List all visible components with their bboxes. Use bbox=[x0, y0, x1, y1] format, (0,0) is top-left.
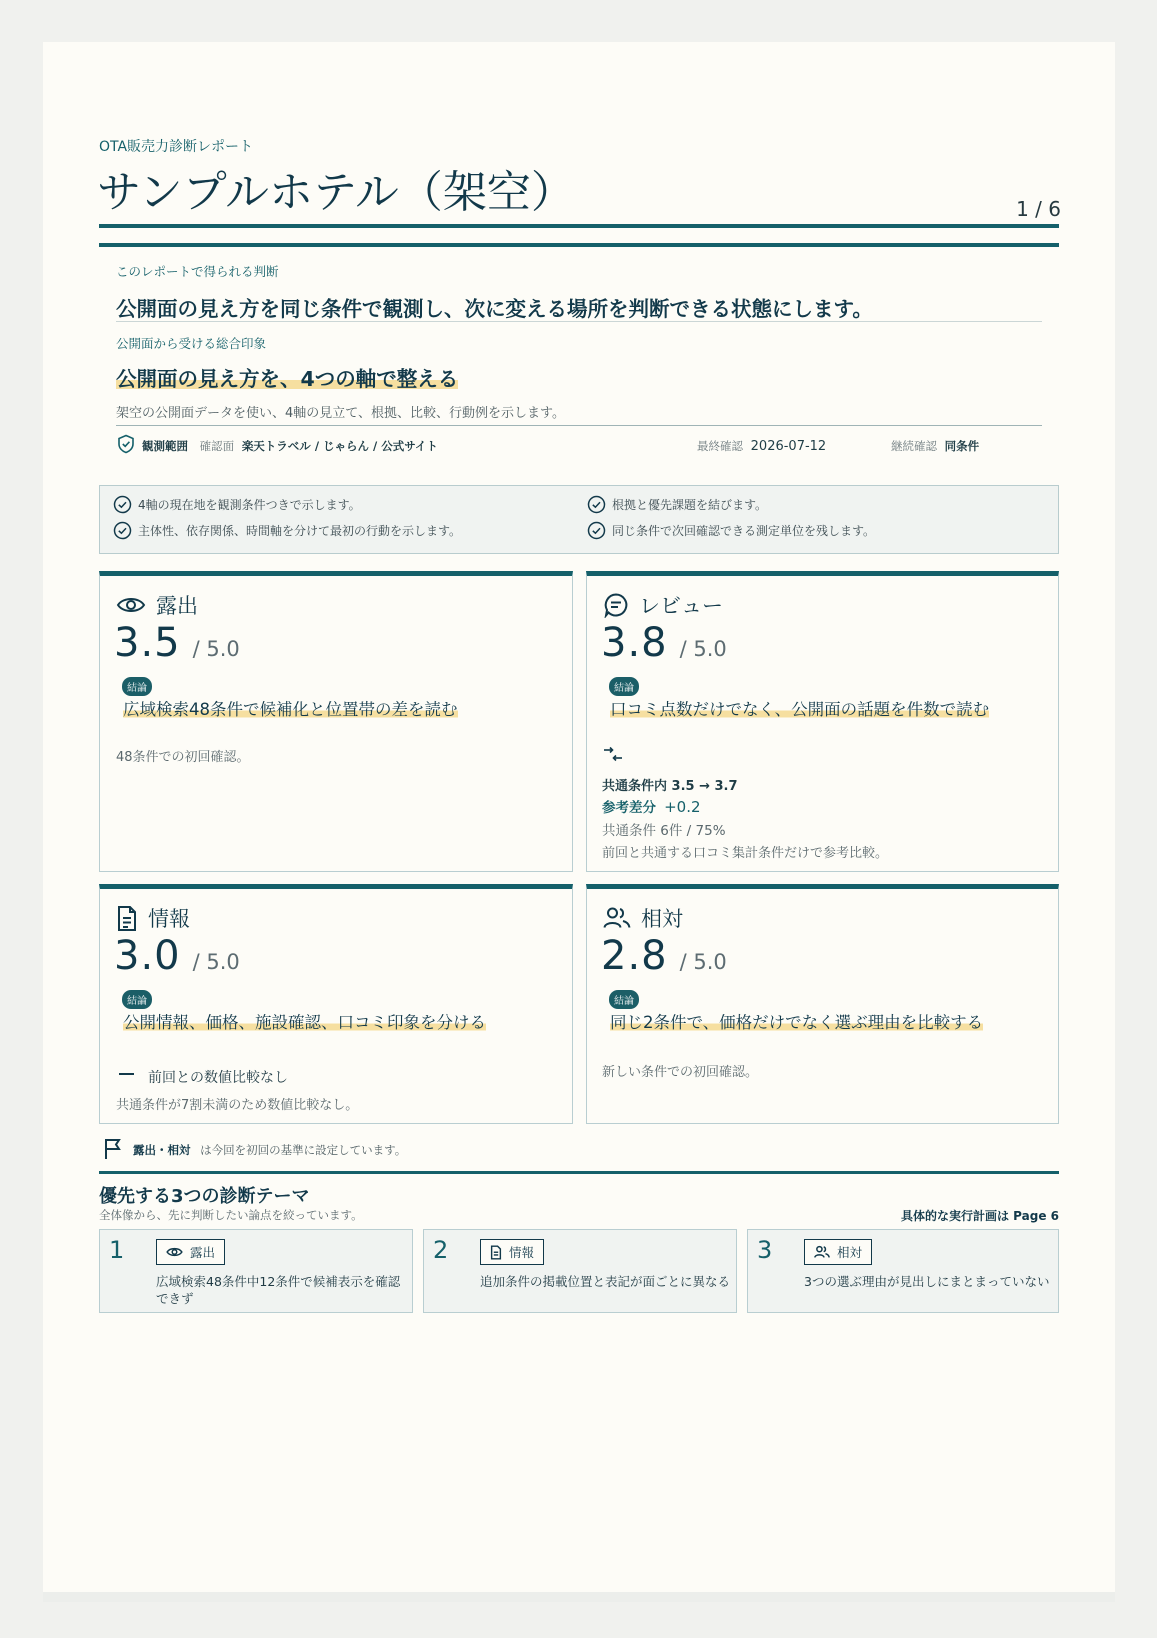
divider bbox=[116, 321, 1042, 322]
header-rule bbox=[99, 224, 1059, 228]
eye-icon bbox=[116, 595, 146, 615]
card-review-common: 共通条件 6件 / 75% bbox=[602, 823, 726, 839]
card-info-score: 3.0 / 5.0 bbox=[114, 933, 240, 979]
priority-number: 2 bbox=[433, 1236, 449, 1264]
last-checked-date: 2026-07-12 bbox=[750, 439, 827, 454]
priorities-rule bbox=[99, 1171, 1059, 1174]
card-relative-note: 新しい条件での初回確認。 bbox=[602, 1065, 759, 1080]
priority-number: 3 bbox=[757, 1236, 773, 1264]
priority-text: 3つの選ぶ理由が見出しにまとまっていない bbox=[804, 1274, 1050, 1289]
checklist-item: 同じ条件で次回確認できる測定単位を残します。 bbox=[587, 521, 875, 540]
conclusion-badge: 結論 bbox=[609, 677, 639, 696]
document-icon bbox=[490, 1245, 502, 1260]
document-icon bbox=[116, 905, 138, 932]
scope-label: 観測範囲 bbox=[142, 439, 188, 453]
page-number: 1 / 6 bbox=[1016, 197, 1061, 221]
card-info-conclusion: 公開情報、価格、施設確認、口コミ印象を分ける bbox=[123, 1009, 486, 1033]
meta-continued: 継続確認 同条件 bbox=[891, 439, 980, 453]
page-title: サンプルホテル（架空） bbox=[97, 167, 575, 218]
shield-check-icon bbox=[117, 434, 135, 454]
summary-top-rule bbox=[99, 243, 1059, 247]
priority-text: 追加条件の掲載位置と表記が面ごとに異なる bbox=[480, 1274, 731, 1289]
card-relative-score: 2.8 / 5.0 bbox=[601, 933, 727, 979]
plan-page-link[interactable]: 具体的な実行計画は Page 6 bbox=[900, 1209, 1059, 1223]
card-exposure-score: 3.5 / 5.0 bbox=[114, 620, 240, 666]
check-circle-icon bbox=[587, 495, 606, 514]
chat-bubble-icon bbox=[603, 592, 629, 618]
priority-text: 広域検索48条件中12条件で候補表示を確認できず bbox=[156, 1274, 401, 1306]
compare-arrows-icon bbox=[602, 744, 624, 766]
card-info-no-compare: 前回との数値比較なし bbox=[148, 1070, 288, 1086]
card-info-note: 共通条件が7割未満のため数値比較なし。 bbox=[116, 1098, 359, 1113]
meta-last-checked: 最終確認 2026-07-12 bbox=[697, 439, 827, 454]
checklist-item: 主体性、依存関係、時間軸を分けて最初の行動を示します。 bbox=[113, 521, 461, 540]
page-shadow bbox=[43, 1592, 1115, 1602]
priority-tag: 情報 bbox=[480, 1239, 544, 1265]
divider bbox=[116, 425, 1042, 426]
check-circle-icon bbox=[113, 521, 132, 540]
flag-icon bbox=[104, 1138, 122, 1160]
priorities-subtitle: 全体像から、先に判断したい論点を絞っています。 bbox=[99, 1208, 363, 1222]
priority-card bbox=[423, 1229, 737, 1313]
priority-tag: 露出 bbox=[156, 1239, 225, 1265]
card-relative-title: 相対 bbox=[603, 903, 683, 933]
card-review-title: レビュー bbox=[603, 590, 723, 620]
lead-text: 公開面の見え方を同じ条件で観測し、次に変える場所を判断できる状態にします。 bbox=[116, 297, 873, 321]
card-relative-conclusion: 同じ2条件で、価格だけでなく選ぶ理由を比較する bbox=[610, 1009, 983, 1033]
impression-text: 公開面の見え方を、4つの軸で整える bbox=[116, 362, 458, 392]
conclusion-badge: 結論 bbox=[609, 990, 639, 1009]
card-exposure-conclusion: 広域検索48条件で候補化と位置帯の差を読む bbox=[123, 696, 458, 720]
meta-scope bbox=[142, 438, 438, 454]
report-kicker: OTA販売力診断レポート bbox=[99, 139, 254, 155]
card-review-conclusion: 口コミ点数だけでなく、公開面の話題を件数で読む bbox=[610, 696, 989, 720]
card-info-title: 情報 bbox=[116, 903, 190, 933]
eye-icon bbox=[166, 1246, 183, 1258]
baseline-note: 露出・相対 は今回を初回の基準に設定しています。 bbox=[133, 1143, 407, 1157]
conclusion-badge: 結論 bbox=[122, 990, 152, 1009]
priority-number: 1 bbox=[109, 1236, 125, 1264]
card-review-score: 3.8 / 5.0 bbox=[601, 620, 727, 666]
card-review-note: 前回と共通する口コミ集計条件だけで参考比較。 bbox=[602, 846, 889, 861]
card-exposure-note: 48条件での初回確認。 bbox=[116, 750, 250, 765]
checklist-item: 4軸の現在地を観測条件つきで示します。 bbox=[113, 495, 361, 514]
dash-icon bbox=[119, 1073, 134, 1075]
checked-label: 確認面 bbox=[199, 439, 235, 453]
people-icon bbox=[603, 906, 631, 930]
conclusion-badge: 結論 bbox=[122, 677, 152, 696]
card-review-change: 共通条件内 3.5 → 3.7 bbox=[602, 779, 738, 794]
impression-label: 公開面から受ける総合印象 bbox=[116, 336, 267, 351]
checked-value: 楽天トラベル / じゃらん / 公式サイト bbox=[241, 439, 438, 453]
checklist-item: 根拠と優先課題を結びます。 bbox=[587, 495, 767, 514]
priority-tag: 相対 bbox=[804, 1239, 872, 1265]
check-circle-icon bbox=[587, 521, 606, 540]
people-icon bbox=[814, 1245, 830, 1259]
priority-card bbox=[747, 1229, 1059, 1313]
check-circle-icon bbox=[113, 495, 132, 514]
summary-description: 架空の公開面データを使い、4軸の見立て、根拠、比較、行動例を示します。 bbox=[116, 406, 565, 421]
lead-label: このレポートで得られる判断 bbox=[116, 264, 279, 279]
priorities-title: 優先する3つの診断テーマ bbox=[99, 1186, 310, 1207]
card-review-diff: 参考差分 +0.2 bbox=[602, 798, 701, 816]
card-exposure-title: 露出 bbox=[116, 590, 198, 620]
